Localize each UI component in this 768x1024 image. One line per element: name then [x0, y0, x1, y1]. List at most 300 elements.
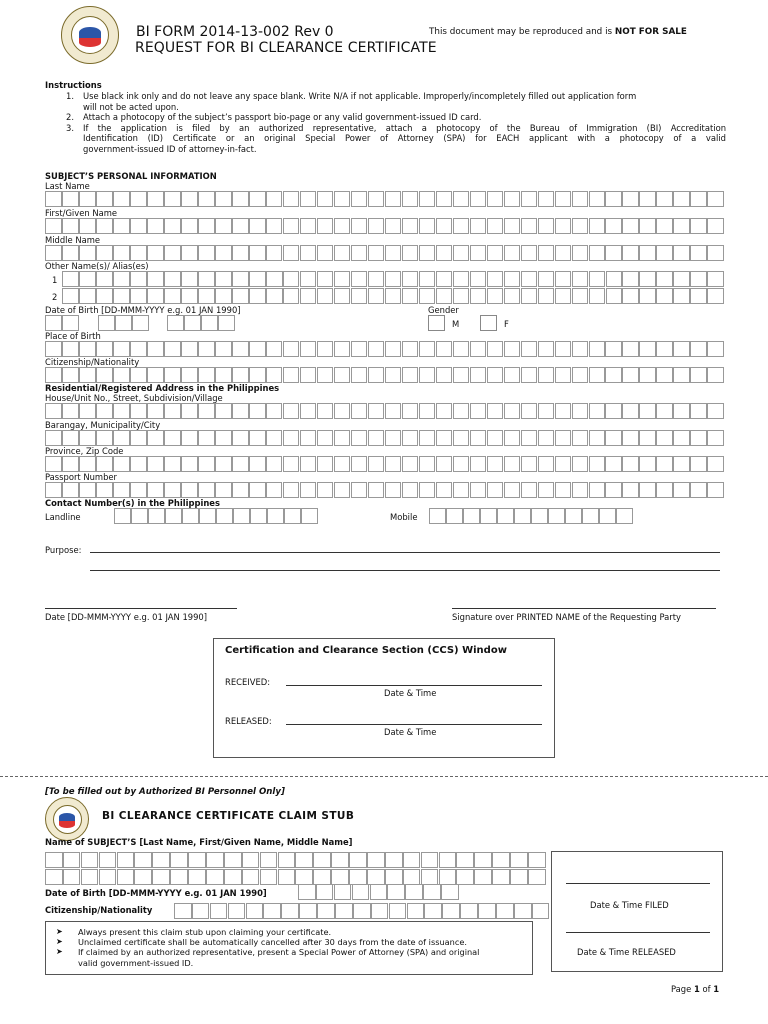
char-box[interactable]: [622, 218, 639, 234]
char-box[interactable]: [313, 852, 331, 868]
char-box[interactable]: [224, 852, 242, 868]
char-box[interactable]: [402, 341, 419, 357]
char-box[interactable]: [453, 456, 470, 472]
char-box[interactable]: [436, 218, 453, 234]
char-box[interactable]: [249, 430, 266, 446]
char-box[interactable]: [232, 245, 249, 261]
char-box[interactable]: [690, 403, 707, 419]
char-box[interactable]: [690, 245, 707, 261]
landline-boxes[interactable]: [114, 508, 318, 524]
char-box[interactable]: [487, 288, 504, 304]
char-box[interactable]: [673, 191, 690, 207]
char-box[interactable]: [198, 218, 215, 234]
char-box[interactable]: [421, 869, 439, 885]
char-box[interactable]: [456, 869, 474, 885]
char-box[interactable]: [487, 456, 504, 472]
house-boxes[interactable]: [45, 403, 724, 419]
signature-line[interactable]: [452, 600, 716, 609]
dob-day-boxes[interactable]: [45, 315, 79, 331]
char-box[interactable]: [249, 403, 266, 419]
char-box[interactable]: [538, 403, 555, 419]
char-box[interactable]: [246, 903, 264, 919]
filed-line[interactable]: [566, 875, 710, 884]
char-box[interactable]: [130, 456, 147, 472]
char-box[interactable]: [334, 245, 351, 261]
char-box[interactable]: [249, 482, 266, 498]
char-box[interactable]: [470, 218, 487, 234]
char-box[interactable]: [439, 869, 457, 885]
char-box[interactable]: [147, 245, 164, 261]
char-box[interactable]: [130, 403, 147, 419]
char-box[interactable]: [402, 403, 419, 419]
char-box[interactable]: [130, 271, 147, 287]
char-box[interactable]: [198, 271, 215, 287]
char-box[interactable]: [424, 903, 442, 919]
char-box[interactable]: [316, 884, 334, 900]
char-box[interactable]: [79, 341, 96, 357]
char-box[interactable]: [446, 508, 463, 524]
char-box[interactable]: [385, 191, 402, 207]
char-box[interactable]: [249, 288, 266, 304]
char-box[interactable]: [707, 403, 724, 419]
char-box[interactable]: [181, 288, 198, 304]
char-box[interactable]: [334, 367, 351, 383]
char-box[interactable]: [174, 903, 192, 919]
barangay-boxes[interactable]: [45, 430, 724, 446]
char-box[interactable]: [351, 341, 368, 357]
char-box[interactable]: [707, 191, 724, 207]
char-box[interactable]: [210, 903, 228, 919]
char-box[interactable]: [45, 245, 62, 261]
char-box[interactable]: [215, 288, 232, 304]
char-box[interactable]: [215, 341, 232, 357]
char-box[interactable]: [184, 315, 201, 331]
char-box[interactable]: [419, 482, 436, 498]
char-box[interactable]: [538, 191, 555, 207]
char-box[interactable]: [690, 482, 707, 498]
char-box[interactable]: [538, 288, 555, 304]
char-box[interactable]: [690, 430, 707, 446]
char-box[interactable]: [334, 430, 351, 446]
char-box[interactable]: [164, 271, 181, 287]
char-box[interactable]: [79, 245, 96, 261]
char-box[interactable]: [96, 430, 113, 446]
char-box[interactable]: [181, 456, 198, 472]
char-box[interactable]: [351, 367, 368, 383]
char-box[interactable]: [599, 508, 616, 524]
char-box[interactable]: [548, 508, 565, 524]
char-box[interactable]: [130, 218, 147, 234]
char-box[interactable]: [419, 403, 436, 419]
char-box[interactable]: [170, 869, 188, 885]
char-box[interactable]: [572, 482, 589, 498]
char-box[interactable]: [317, 367, 334, 383]
char-box[interactable]: [436, 271, 453, 287]
char-box[interactable]: [232, 341, 249, 357]
char-box[interactable]: [656, 367, 673, 383]
char-box[interactable]: [656, 482, 673, 498]
char-box[interactable]: [45, 456, 62, 472]
char-box[interactable]: [79, 191, 96, 207]
char-box[interactable]: [152, 852, 170, 868]
char-box[interactable]: [504, 288, 521, 304]
char-box[interactable]: [622, 271, 639, 287]
char-box[interactable]: [387, 884, 405, 900]
char-box[interactable]: [589, 218, 606, 234]
char-box[interactable]: [113, 288, 130, 304]
char-box[interactable]: [192, 903, 210, 919]
char-box[interactable]: [62, 271, 79, 287]
char-box[interactable]: [436, 191, 453, 207]
char-box[interactable]: [690, 271, 707, 287]
char-box[interactable]: [453, 430, 470, 446]
char-box[interactable]: [487, 367, 504, 383]
char-box[interactable]: [639, 191, 656, 207]
char-box[interactable]: [538, 482, 555, 498]
char-box[interactable]: [456, 852, 474, 868]
char-box[interactable]: [164, 191, 181, 207]
char-box[interactable]: [62, 403, 79, 419]
other-name-2-boxes[interactable]: [62, 288, 724, 304]
char-box[interactable]: [335, 903, 353, 919]
char-box[interactable]: [470, 191, 487, 207]
char-box[interactable]: [442, 903, 460, 919]
char-box[interactable]: [419, 218, 436, 234]
char-box[interactable]: [334, 456, 351, 472]
char-box[interactable]: [45, 852, 63, 868]
char-box[interactable]: [317, 341, 334, 357]
char-box[interactable]: [429, 508, 446, 524]
char-box[interactable]: [656, 341, 673, 357]
char-box[interactable]: [300, 191, 317, 207]
stub-name-boxes-row-1[interactable]: [45, 852, 546, 868]
char-box[interactable]: [198, 430, 215, 446]
char-box[interactable]: [589, 288, 606, 304]
char-box[interactable]: [147, 341, 164, 357]
char-box[interactable]: [266, 430, 283, 446]
char-box[interactable]: [283, 271, 300, 287]
char-box[interactable]: [266, 245, 283, 261]
char-box[interactable]: [278, 852, 296, 868]
char-box[interactable]: [656, 218, 673, 234]
char-box[interactable]: [267, 508, 284, 524]
char-box[interactable]: [260, 852, 278, 868]
char-box[interactable]: [656, 288, 673, 304]
char-box[interactable]: [181, 367, 198, 383]
char-box[interactable]: [707, 367, 724, 383]
stub-name-boxes-row-2[interactable]: [45, 869, 546, 885]
char-box[interactable]: [470, 271, 487, 287]
char-box[interactable]: [232, 403, 249, 419]
char-box[interactable]: [249, 456, 266, 472]
char-box[interactable]: [402, 367, 419, 383]
char-box[interactable]: [368, 430, 385, 446]
char-box[interactable]: [453, 403, 470, 419]
char-box[interactable]: [605, 341, 622, 357]
released-line[interactable]: [566, 924, 710, 933]
char-box[interactable]: [368, 482, 385, 498]
char-box[interactable]: [206, 852, 224, 868]
char-box[interactable]: [283, 341, 300, 357]
char-box[interactable]: [317, 271, 334, 287]
char-box[interactable]: [622, 367, 639, 383]
char-box[interactable]: [300, 341, 317, 357]
char-box[interactable]: [622, 403, 639, 419]
char-box[interactable]: [453, 367, 470, 383]
char-box[interactable]: [79, 218, 96, 234]
char-box[interactable]: [453, 341, 470, 357]
char-box[interactable]: [206, 869, 224, 885]
date-line[interactable]: [45, 600, 237, 609]
char-box[interactable]: [300, 245, 317, 261]
char-box[interactable]: [605, 218, 622, 234]
char-box[interactable]: [147, 218, 164, 234]
char-box[interactable]: [521, 482, 538, 498]
char-box[interactable]: [181, 482, 198, 498]
char-box[interactable]: [582, 508, 599, 524]
char-box[interactable]: [181, 271, 198, 287]
char-box[interactable]: [639, 341, 656, 357]
char-box[interactable]: [521, 456, 538, 472]
char-box[interactable]: [403, 869, 421, 885]
char-box[interactable]: [385, 456, 402, 472]
char-box[interactable]: [232, 218, 249, 234]
char-box[interactable]: [215, 271, 232, 287]
char-box[interactable]: [351, 191, 368, 207]
char-box[interactable]: [250, 508, 267, 524]
char-box[interactable]: [572, 341, 589, 357]
char-box[interactable]: [63, 852, 81, 868]
char-box[interactable]: [113, 430, 130, 446]
char-box[interactable]: [45, 482, 62, 498]
char-box[interactable]: [368, 341, 385, 357]
char-box[interactable]: [389, 903, 407, 919]
char-box[interactable]: [606, 271, 623, 287]
char-box[interactable]: [79, 288, 96, 304]
char-box[interactable]: [419, 271, 436, 287]
char-box[interactable]: [165, 508, 182, 524]
char-box[interactable]: [606, 288, 623, 304]
char-box[interactable]: [504, 430, 521, 446]
char-box[interactable]: [470, 341, 487, 357]
char-box[interactable]: [572, 218, 589, 234]
char-box[interactable]: [63, 869, 81, 885]
char-box[interactable]: [487, 271, 504, 287]
char-box[interactable]: [555, 218, 572, 234]
char-box[interactable]: [528, 869, 546, 885]
char-box[interactable]: [215, 191, 232, 207]
char-box[interactable]: [215, 456, 232, 472]
char-box[interactable]: [707, 482, 724, 498]
char-box[interactable]: [639, 456, 656, 472]
char-box[interactable]: [656, 271, 673, 287]
char-box[interactable]: [402, 191, 419, 207]
char-box[interactable]: [147, 288, 164, 304]
char-box[interactable]: [707, 430, 724, 446]
char-box[interactable]: [215, 245, 232, 261]
char-box[interactable]: [148, 508, 165, 524]
char-box[interactable]: [639, 288, 656, 304]
char-box[interactable]: [690, 288, 707, 304]
char-box[interactable]: [266, 403, 283, 419]
char-box[interactable]: [368, 288, 385, 304]
char-box[interactable]: [301, 508, 318, 524]
char-box[interactable]: [113, 191, 130, 207]
char-box[interactable]: [164, 403, 181, 419]
char-box[interactable]: [164, 367, 181, 383]
char-box[interactable]: [232, 456, 249, 472]
char-box[interactable]: [605, 403, 622, 419]
char-box[interactable]: [45, 367, 62, 383]
char-box[interactable]: [198, 341, 215, 357]
char-box[interactable]: [402, 271, 419, 287]
char-box[interactable]: [79, 456, 96, 472]
char-box[interactable]: [232, 367, 249, 383]
char-box[interactable]: [113, 367, 130, 383]
char-box[interactable]: [555, 403, 572, 419]
char-box[interactable]: [622, 288, 639, 304]
char-box[interactable]: [436, 430, 453, 446]
char-box[interactable]: [616, 508, 633, 524]
char-box[interactable]: [352, 884, 370, 900]
char-box[interactable]: [181, 403, 198, 419]
char-box[interactable]: [497, 508, 514, 524]
char-box[interactable]: [266, 218, 283, 234]
char-box[interactable]: [98, 315, 115, 331]
char-box[interactable]: [114, 508, 131, 524]
char-box[interactable]: [300, 456, 317, 472]
char-box[interactable]: [260, 869, 278, 885]
char-box[interactable]: [334, 482, 351, 498]
char-box[interactable]: [334, 191, 351, 207]
char-box[interactable]: [349, 852, 367, 868]
province-boxes[interactable]: [45, 456, 724, 472]
char-box[interactable]: [334, 218, 351, 234]
char-box[interactable]: [266, 191, 283, 207]
char-box[interactable]: [707, 218, 724, 234]
char-box[interactable]: [555, 245, 572, 261]
char-box[interactable]: [130, 430, 147, 446]
char-box[interactable]: [496, 903, 514, 919]
char-box[interactable]: [690, 367, 707, 383]
char-box[interactable]: [96, 482, 113, 498]
char-box[interactable]: [147, 403, 164, 419]
char-box[interactable]: [331, 852, 349, 868]
char-box[interactable]: [555, 430, 572, 446]
char-box[interactable]: [81, 852, 99, 868]
char-box[interactable]: [284, 508, 301, 524]
char-box[interactable]: [300, 430, 317, 446]
char-box[interactable]: [707, 271, 724, 287]
char-box[interactable]: [605, 482, 622, 498]
purpose-line-2[interactable]: [90, 560, 720, 571]
char-box[interactable]: [622, 456, 639, 472]
char-box[interactable]: [510, 869, 528, 885]
place-of-birth-boxes[interactable]: [45, 341, 724, 357]
char-box[interactable]: [81, 869, 99, 885]
char-box[interactable]: [215, 218, 232, 234]
char-box[interactable]: [198, 191, 215, 207]
char-box[interactable]: [470, 245, 487, 261]
char-box[interactable]: [198, 367, 215, 383]
char-box[interactable]: [181, 191, 198, 207]
char-box[interactable]: [385, 288, 402, 304]
char-box[interactable]: [528, 852, 546, 868]
char-box[interactable]: [96, 218, 113, 234]
char-box[interactable]: [228, 903, 246, 919]
char-box[interactable]: [436, 482, 453, 498]
char-box[interactable]: [96, 367, 113, 383]
char-box[interactable]: [134, 852, 152, 868]
char-box[interactable]: [385, 271, 402, 287]
char-box[interactable]: [181, 245, 198, 261]
char-box[interactable]: [521, 245, 538, 261]
char-box[interactable]: [232, 288, 249, 304]
char-box[interactable]: [368, 271, 385, 287]
char-box[interactable]: [639, 218, 656, 234]
char-box[interactable]: [283, 245, 300, 261]
char-box[interactable]: [368, 367, 385, 383]
char-box[interactable]: [419, 245, 436, 261]
char-box[interactable]: [198, 403, 215, 419]
char-box[interactable]: [555, 456, 572, 472]
char-box[interactable]: [514, 508, 531, 524]
char-box[interactable]: [62, 456, 79, 472]
char-box[interactable]: [188, 852, 206, 868]
char-box[interactable]: [198, 456, 215, 472]
char-box[interactable]: [385, 482, 402, 498]
char-box[interactable]: [113, 218, 130, 234]
char-box[interactable]: [313, 869, 331, 885]
char-box[interactable]: [589, 482, 606, 498]
char-box[interactable]: [152, 869, 170, 885]
char-box[interactable]: [419, 288, 436, 304]
char-box[interactable]: [538, 367, 555, 383]
char-box[interactable]: [283, 482, 300, 498]
char-box[interactable]: [403, 852, 421, 868]
char-box[interactable]: [300, 482, 317, 498]
char-box[interactable]: [460, 903, 478, 919]
char-box[interactable]: [385, 341, 402, 357]
char-box[interactable]: [538, 430, 555, 446]
char-box[interactable]: [521, 218, 538, 234]
char-box[interactable]: [436, 245, 453, 261]
char-box[interactable]: [62, 482, 79, 498]
char-box[interactable]: [589, 456, 606, 472]
char-box[interactable]: [266, 341, 283, 357]
char-box[interactable]: [113, 403, 130, 419]
char-box[interactable]: [639, 403, 656, 419]
char-box[interactable]: [113, 341, 130, 357]
char-box[interactable]: [215, 482, 232, 498]
char-box[interactable]: [96, 288, 113, 304]
char-box[interactable]: [407, 903, 425, 919]
char-box[interactable]: [419, 430, 436, 446]
char-box[interactable]: [79, 271, 96, 287]
char-box[interactable]: [690, 341, 707, 357]
char-box[interactable]: [79, 430, 96, 446]
char-box[interactable]: [385, 852, 403, 868]
char-box[interactable]: [232, 271, 249, 287]
gender-male-checkbox[interactable]: [428, 315, 445, 331]
char-box[interactable]: [317, 456, 334, 472]
char-box[interactable]: [656, 430, 673, 446]
char-box[interactable]: [249, 191, 266, 207]
char-box[interactable]: [295, 869, 313, 885]
char-box[interactable]: [130, 245, 147, 261]
char-box[interactable]: [115, 315, 132, 331]
char-box[interactable]: [216, 508, 233, 524]
